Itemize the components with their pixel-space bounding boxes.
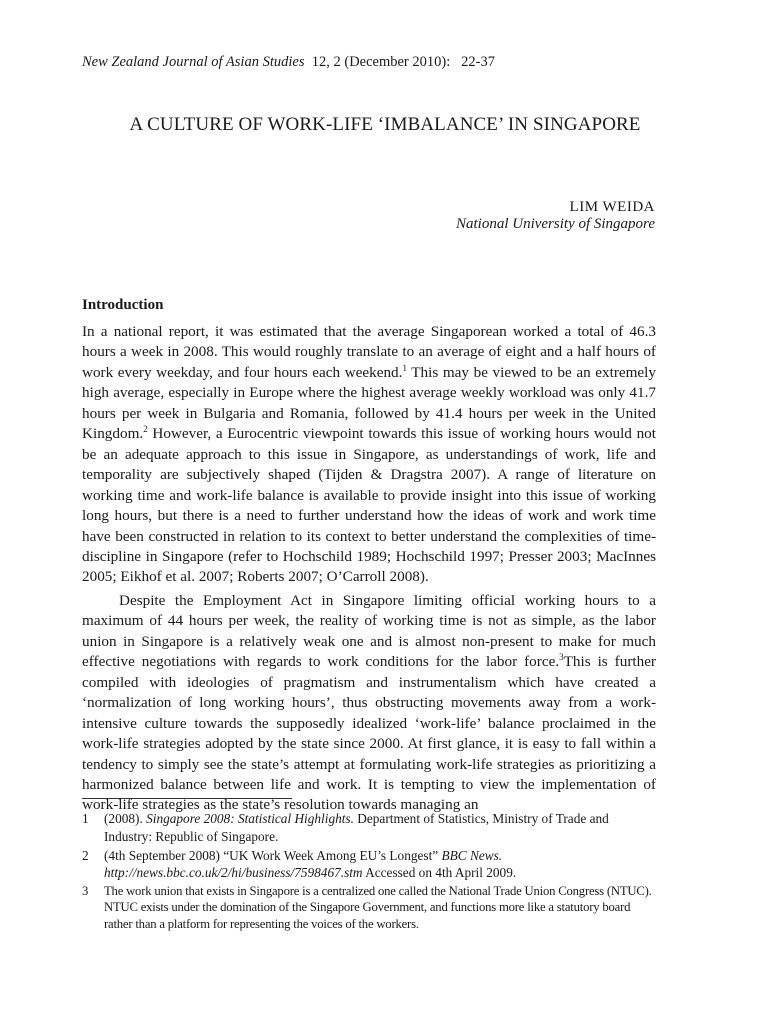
footnote-source-title: Singapore 2008: Statistical Highlights. [146,811,354,826]
paragraph-text: Despite the Employment Act in Singapore limiting official working hours to a maximum of 44 hours per week, the reality of working time is not as simple, as the labor union in Singapore is a relatively weak one and is almost non-present to make for much effective negotiations with regards to work conditions for the labor force. [82,591,656,671]
page-range: 22-37 [461,54,495,70]
footnote-number: 1 [82,811,89,826]
paragraph-text: This may be viewed to be an extremely high average, especially in Europe where the highest average weekly workload was only 41.7 hours per week in Bulgaria and Romania, followed by 41.4 hours per week in the United Kingdom. [82,363,656,443]
article-body [82,322,656,816]
footnote-number: 2 [82,847,89,863]
footnote-ref[interactable]: 2 [143,424,148,435]
paragraph-text: This is further compiled with ideologies of pragmatism and instrumentalism which have created a ‘normalization of long working hours’, thus obstructing movements away from a work-intensive culture towards the supposedly idealized ‘work-life’ balance proclaimed in the work-life strategies adopted by the state since 2000. At first glance, it is easy to fall within a tendency to simply see the state’s attempt at formulating work-life strategies as prioritizing a harmonized balance between life and work. It is tempting to view the implementation of work-life strategies as the state’s resolution towards managing an [82,653,656,814]
footnote [82,810,656,845]
footnote-text: The work union that exists in Singapore is a centralized one called the National Trade Union Congress (NTUC). NTUC exists under the domination of the Singapore Government, and functions more like a statutory board rather than a platform for representing the voices of the workers. [104,884,652,931]
footnote [82,847,656,882]
running-head [82,54,495,71]
journal-issue: 12, 2 (December 2010): [311,54,451,70]
footnote-number: 3 [82,884,89,898]
footnote-text: Department of Statistics, Ministry of Trade and Industry: Republic of Singapore. [104,811,609,844]
article-title: A CULTURE OF WORK-LIFE ‘IMBALANCE’ IN SINGAPORE [129,114,641,135]
footnote-text: (2008). [104,811,147,826]
footnote-text: (4th September 2008) “UK Work Week Among EU’s Longest” [104,847,442,863]
body-paragraph [82,591,656,816]
paragraph-text: In a national report, it was estimated that the average Singaporean worked a total of 46.3 hours a week in 2008. This would roughly translate to an average of eight and a half hours of work every weekday, and four hours each weekend. [82,323,656,381]
paragraph-text: However, a Eurocentric viewpoint towards this issue of working hours would not be an adequate approach to this issue in Singapore, as understandings of work, life and temporality are subjectively shaped (Tijden & Dragstra 2007). A range of literature on working time and work-life balance is available to provide insight into this issue of working long hours, but there is a need to further understand how the ideas of work and work time have been constructed in relation to its context to better understand the complexities of time-discipline in Singapore (refer to Hochschild 1989; Hochschild 1997; Presser 2003; MacInnes 2005; Eikhof et al. 2007; Roberts 2007; O’Carroll 2008). [82,425,656,586]
footnote-link[interactable]: BBC News. http://news.bbc.co.uk/2/hi/business/7598467.stm [104,847,503,880]
footnote-ref[interactable]: 1 [402,362,407,373]
body-paragraph [82,322,656,588]
footnote-ref[interactable]: 3 [559,652,564,663]
author-affiliation: National University of Singapore [455,216,655,232]
footnote-divider [82,798,292,799]
footnotes [82,810,656,933]
journal-name: New Zealand Journal of Asian Studies [82,54,305,70]
footnote-text: Accessed on 4th April 2009. [362,865,517,880]
section-heading: Introduction [82,297,164,313]
footnote [82,883,656,932]
author-name: LIM WEIDA [569,199,655,215]
